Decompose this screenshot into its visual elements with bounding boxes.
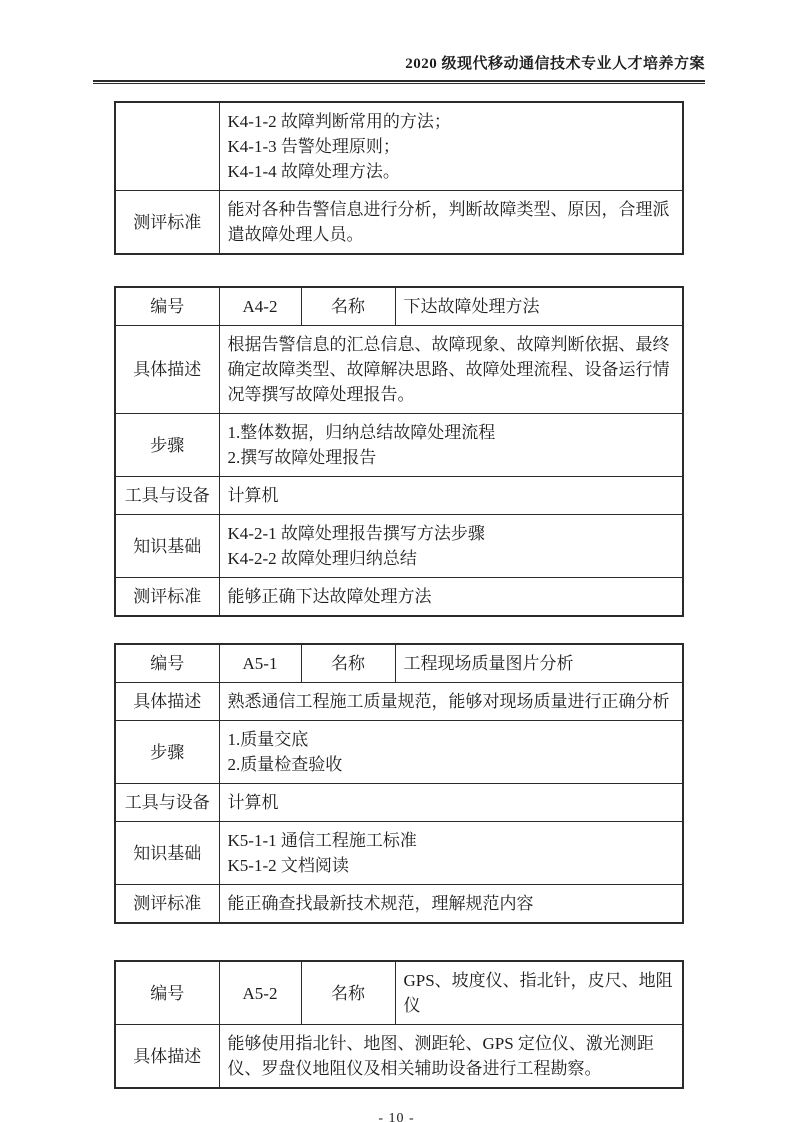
step-item: 2.撰写故障处理报告 bbox=[227, 448, 377, 467]
task-table-a5-2 bbox=[114, 960, 684, 1089]
field-label: 工具与设备 bbox=[115, 784, 219, 822]
knowledge-base-cell bbox=[219, 102, 683, 191]
table-row bbox=[115, 1025, 683, 1089]
table-row bbox=[115, 414, 683, 477]
field-label: 测评标准 bbox=[115, 191, 219, 255]
table-header-row bbox=[115, 961, 683, 1025]
header-double-rule bbox=[93, 80, 705, 84]
description-cell: 能够使用指北针、地图、测距轮、GPS 定位仪、激光测距仪、罗盘仪地阻仪及相关辅助设备进行工程勘察。 bbox=[219, 1025, 683, 1089]
table-row bbox=[115, 885, 683, 924]
table-header-row bbox=[115, 644, 683, 683]
description-cell: 根据告警信息的汇总信息、故障现象、故障判断依据、最终确定故障类型、故障解决思路、故障处理流程、设备运行情况等撰写故障处理报告。 bbox=[219, 326, 683, 414]
field-label: 工具与设备 bbox=[115, 477, 219, 515]
step-item: 2.质量检查验收 bbox=[227, 755, 343, 774]
field-label: 知识基础 bbox=[115, 515, 219, 578]
knowledge-item: K5-1-2 文档阅读 bbox=[227, 856, 349, 875]
task-id: A5-2 bbox=[219, 961, 301, 1025]
description-cell: 熟悉通信工程施工质量规范，能够对现场质量进行正确分析 bbox=[219, 683, 683, 721]
table-row bbox=[115, 683, 683, 721]
task-name: 下达故障处理方法 bbox=[395, 287, 683, 326]
evaluation-cell: 能正确查找最新技术规范，理解规范内容 bbox=[219, 885, 683, 924]
table-row bbox=[115, 477, 683, 515]
table-row bbox=[115, 578, 683, 617]
table-row bbox=[115, 515, 683, 578]
task-id: A5-1 bbox=[219, 644, 301, 683]
page-header-title: 2020 级现代移动通信技术专业人才培养方案 bbox=[405, 56, 705, 72]
field-label: 编号 bbox=[115, 644, 219, 683]
table-header-row bbox=[115, 287, 683, 326]
task-id: A4-2 bbox=[219, 287, 301, 326]
field-label: 编号 bbox=[115, 287, 219, 326]
table-row bbox=[115, 191, 683, 255]
field-label: 步骤 bbox=[115, 414, 219, 477]
evaluation-cell: 能对各种告警信息进行分析，判断故障类型、原因，合理派遣故障处理人员。 bbox=[219, 191, 683, 255]
knowledge-item: K5-1-1 通信工程施工标准 bbox=[227, 831, 417, 850]
knowledge-item: K4-1-4 故障处理方法。 bbox=[227, 162, 400, 181]
field-label: 知识基础 bbox=[115, 822, 219, 885]
field-label: 测评标准 bbox=[115, 578, 219, 617]
field-label: 名称 bbox=[301, 961, 395, 1025]
step-item: 1.整体数据，归纳总结故障处理流程 bbox=[227, 423, 496, 442]
page-number: - 10 - bbox=[378, 1111, 415, 1122]
field-label: 测评标准 bbox=[115, 885, 219, 924]
steps-cell bbox=[219, 414, 683, 477]
table-row bbox=[115, 784, 683, 822]
task-table-k4-1-continued bbox=[114, 101, 684, 255]
field-label-empty bbox=[115, 102, 219, 191]
task-table-a4-2 bbox=[114, 286, 684, 617]
table-row bbox=[115, 822, 683, 885]
knowledge-item: K4-2-1 故障处理报告撰写方法步骤 bbox=[227, 524, 485, 543]
field-label: 名称 bbox=[301, 644, 395, 683]
steps-cell bbox=[219, 721, 683, 784]
field-label: 具体描述 bbox=[115, 326, 219, 414]
task-name: 工程现场质量图片分析 bbox=[395, 644, 683, 683]
task-name: GPS、坡度仪、指北针，皮尺、地阻仪 bbox=[395, 961, 683, 1025]
field-label: 步骤 bbox=[115, 721, 219, 784]
step-item: 1.质量交底 bbox=[227, 730, 309, 749]
knowledge-item: K4-2-2 故障处理归纳总结 bbox=[227, 549, 417, 568]
table-row bbox=[115, 721, 683, 784]
field-label: 具体描述 bbox=[115, 683, 219, 721]
evaluation-cell: 能够正确下达故障处理方法 bbox=[219, 578, 683, 617]
knowledge-base-cell bbox=[219, 515, 683, 578]
field-label: 具体描述 bbox=[115, 1025, 219, 1089]
knowledge-item: K4-1-2 故障判断常用的方法； bbox=[227, 112, 451, 131]
table-row bbox=[115, 326, 683, 414]
knowledge-base-cell bbox=[219, 822, 683, 885]
task-table-a5-1 bbox=[114, 643, 684, 924]
knowledge-item: K4-1-3 告警处理原则； bbox=[227, 137, 400, 156]
tools-cell: 计算机 bbox=[219, 477, 683, 515]
tools-cell: 计算机 bbox=[219, 784, 683, 822]
field-label: 编号 bbox=[115, 961, 219, 1025]
field-label: 名称 bbox=[301, 287, 395, 326]
table-row bbox=[115, 102, 683, 191]
